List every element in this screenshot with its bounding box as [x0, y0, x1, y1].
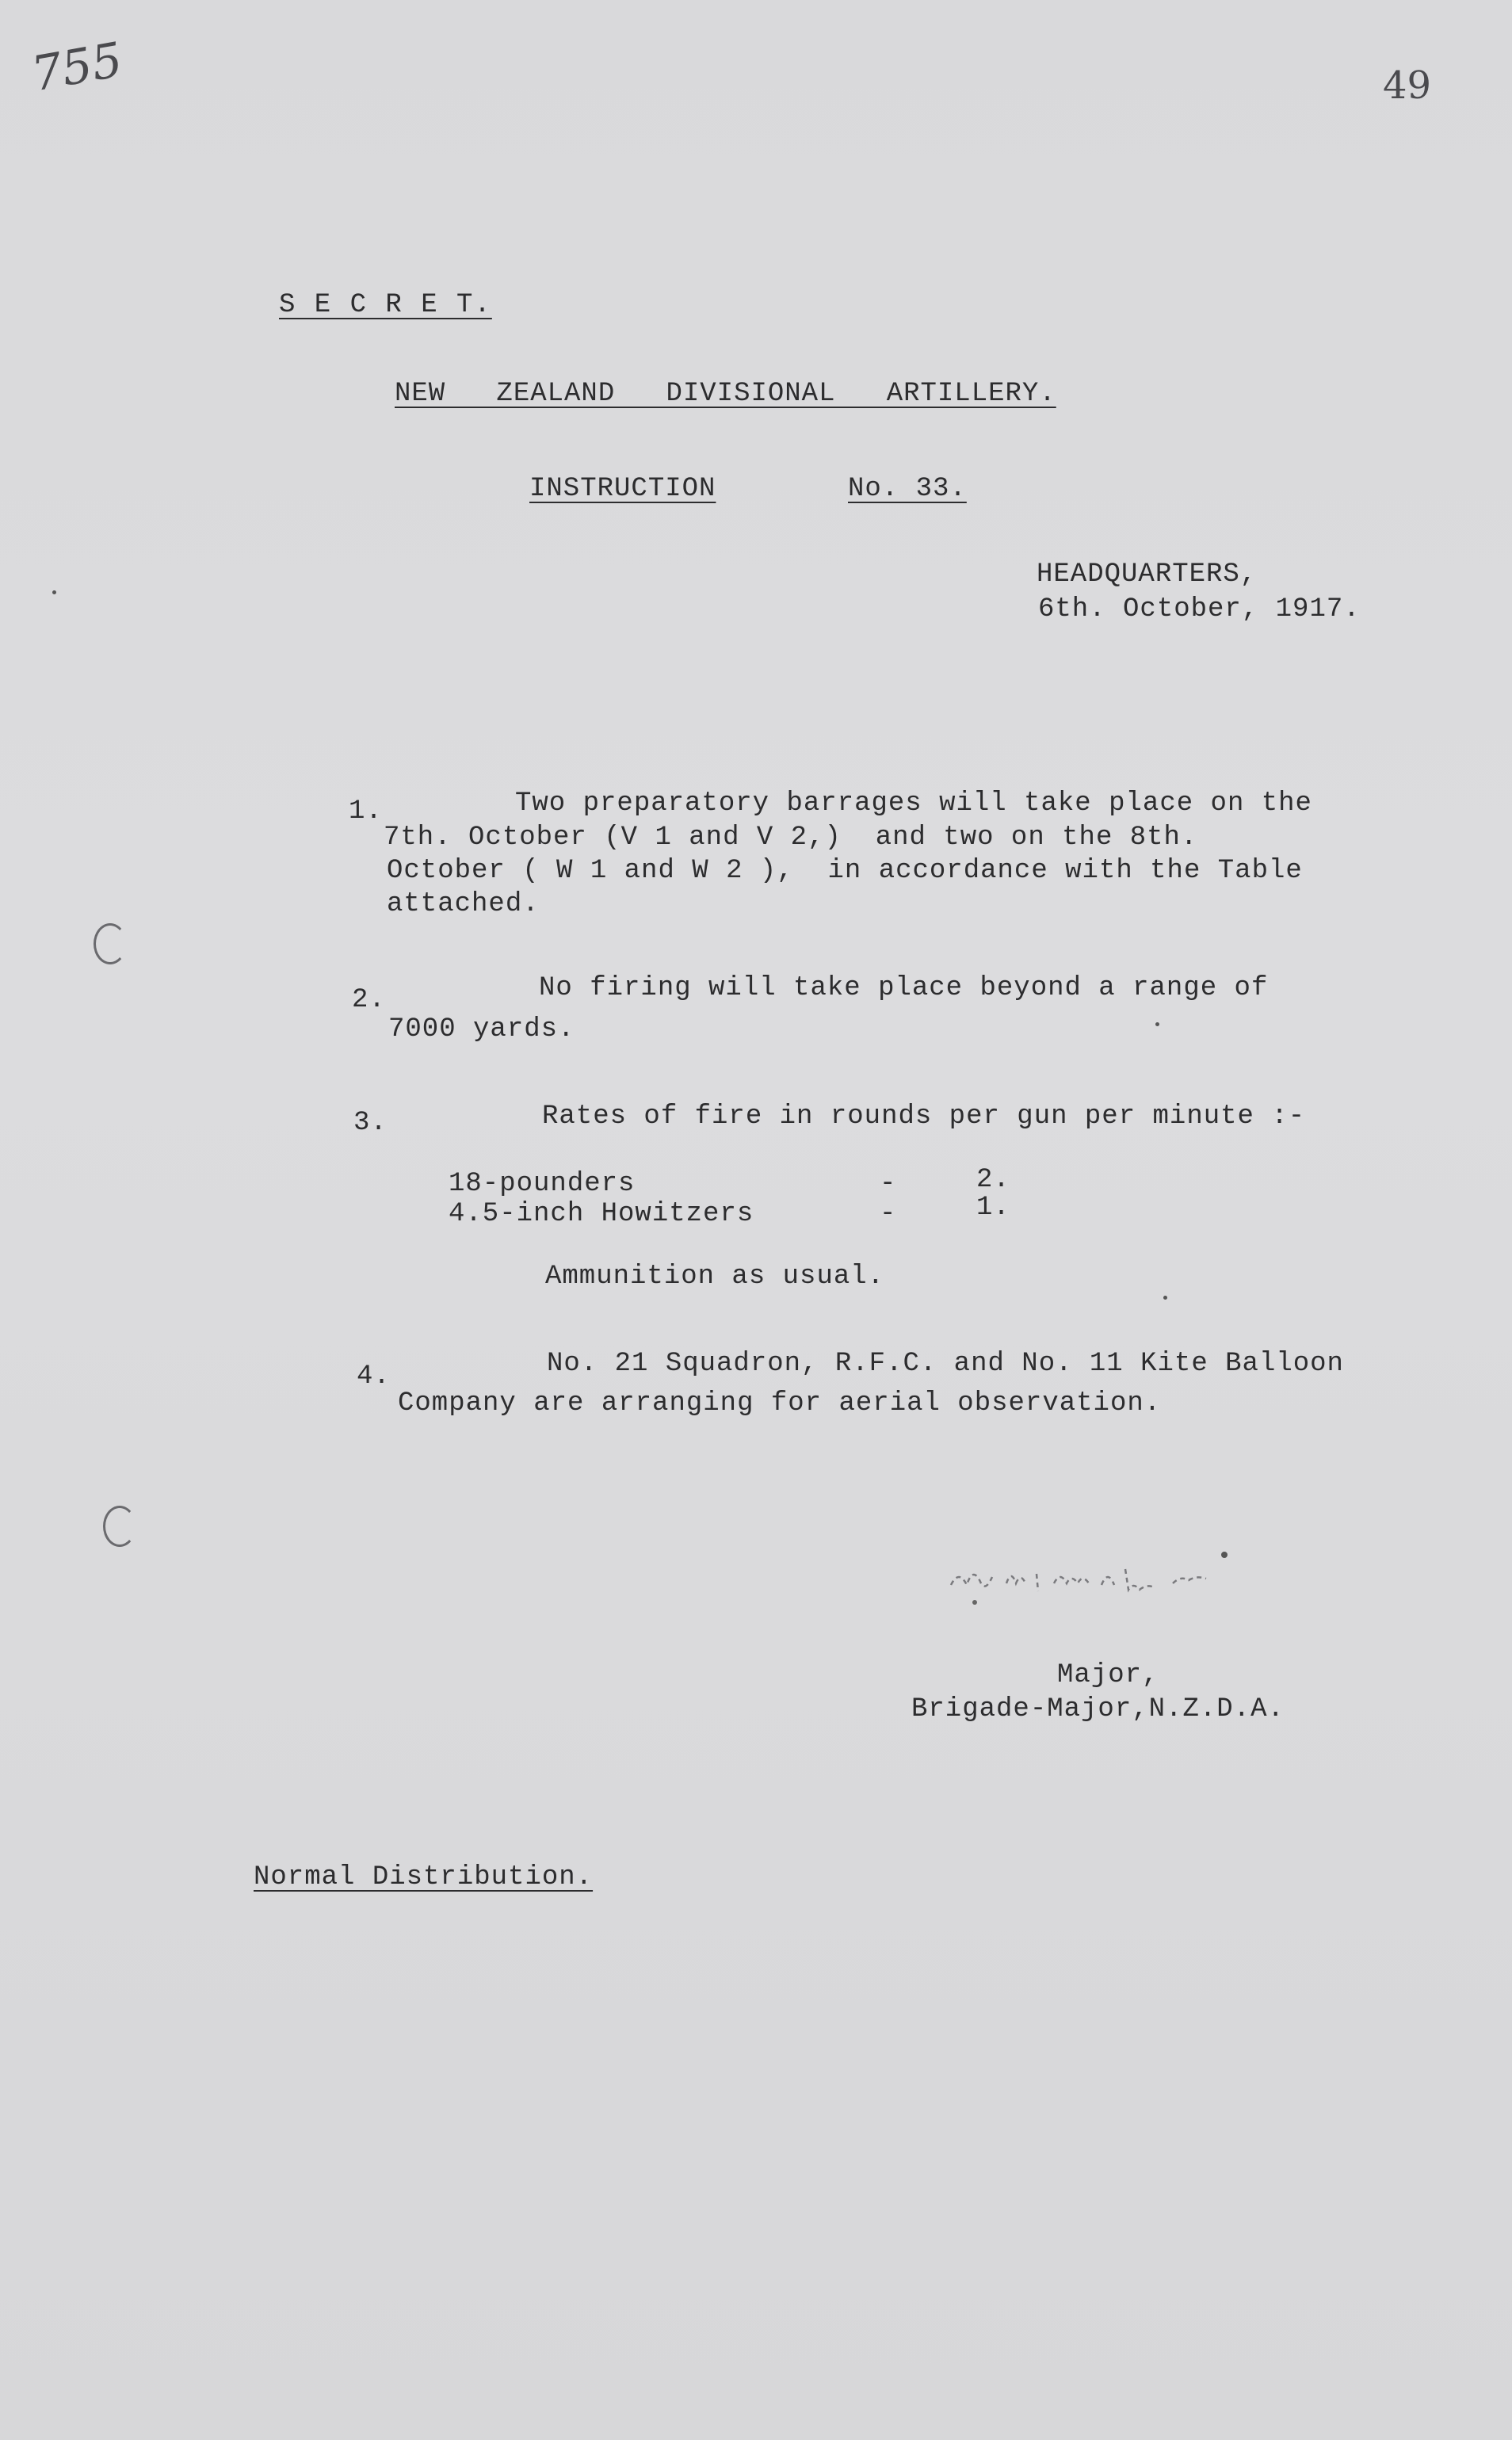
classification-heading: S E C R E T. — [279, 290, 492, 320]
paper-speck — [1155, 1022, 1159, 1026]
paper-speck — [1163, 1296, 1167, 1300]
distribution-line: Normal Distribution. — [254, 1862, 594, 1892]
rate-value: 2. — [976, 1165, 1010, 1195]
unit-heading: NEW ZEALAND DIVISIONAL ARTILLERY. — [395, 379, 1056, 409]
paragraph-line: October ( W 1 and W 2 ), in accordance with the Table — [387, 856, 1303, 886]
rate-value: 1. — [976, 1193, 1010, 1223]
paragraph-line: 7000 yards. — [388, 1014, 575, 1044]
paragraph-line: Rates of fire in rounds per gun per minute :- — [542, 1102, 1306, 1132]
paragraph-line: Two preparatory barrages will take place on the — [515, 789, 1312, 819]
paragraph-line: attached. — [387, 889, 540, 919]
paragraph-number: 4. — [357, 1361, 391, 1392]
rate-dash: - — [880, 1199, 897, 1229]
punch-hole-bottom — [103, 1506, 136, 1547]
headquarters-line: HEADQUARTERS, — [1037, 559, 1258, 590]
handwritten-file-number: 755 — [27, 32, 127, 103]
signature-scrawl — [943, 1537, 1268, 1609]
instruction-number: No. 33. — [848, 474, 967, 504]
paragraph-line: No. 21 Squadron, R.F.C. and No. 11 Kite Balloon — [547, 1349, 1344, 1379]
signatory-rank: Major, — [1057, 1660, 1159, 1690]
paragraph-number: 1. — [349, 796, 383, 827]
date-line: 6th. October, 1917. — [1038, 594, 1361, 624]
rate-weapon: 18-pounders — [449, 1169, 636, 1199]
page-number-annotation: 49 — [1383, 63, 1432, 108]
paragraph-number: 3. — [353, 1108, 388, 1138]
rate-weapon: 4.5-inch Howitzers — [449, 1199, 754, 1229]
paragraph-line: 7th. October (V 1 and V 2,) and two on the 8th. — [384, 823, 1198, 853]
rate-dash: - — [880, 1169, 897, 1199]
paper-speck — [52, 590, 56, 594]
signatory-appointment: Brigade-Major,N.Z.D.A. — [911, 1694, 1285, 1724]
punch-hole-top — [94, 923, 127, 964]
paragraph-line: No firing will take place beyond a range of — [539, 973, 1269, 1003]
paragraph-line: Company are arranging for aerial observation. — [398, 1388, 1162, 1419]
instruction-title: INSTRUCTION — [529, 474, 716, 504]
paragraph-number: 2. — [352, 985, 386, 1015]
ammunition-note: Ammunition as usual. — [545, 1262, 885, 1292]
